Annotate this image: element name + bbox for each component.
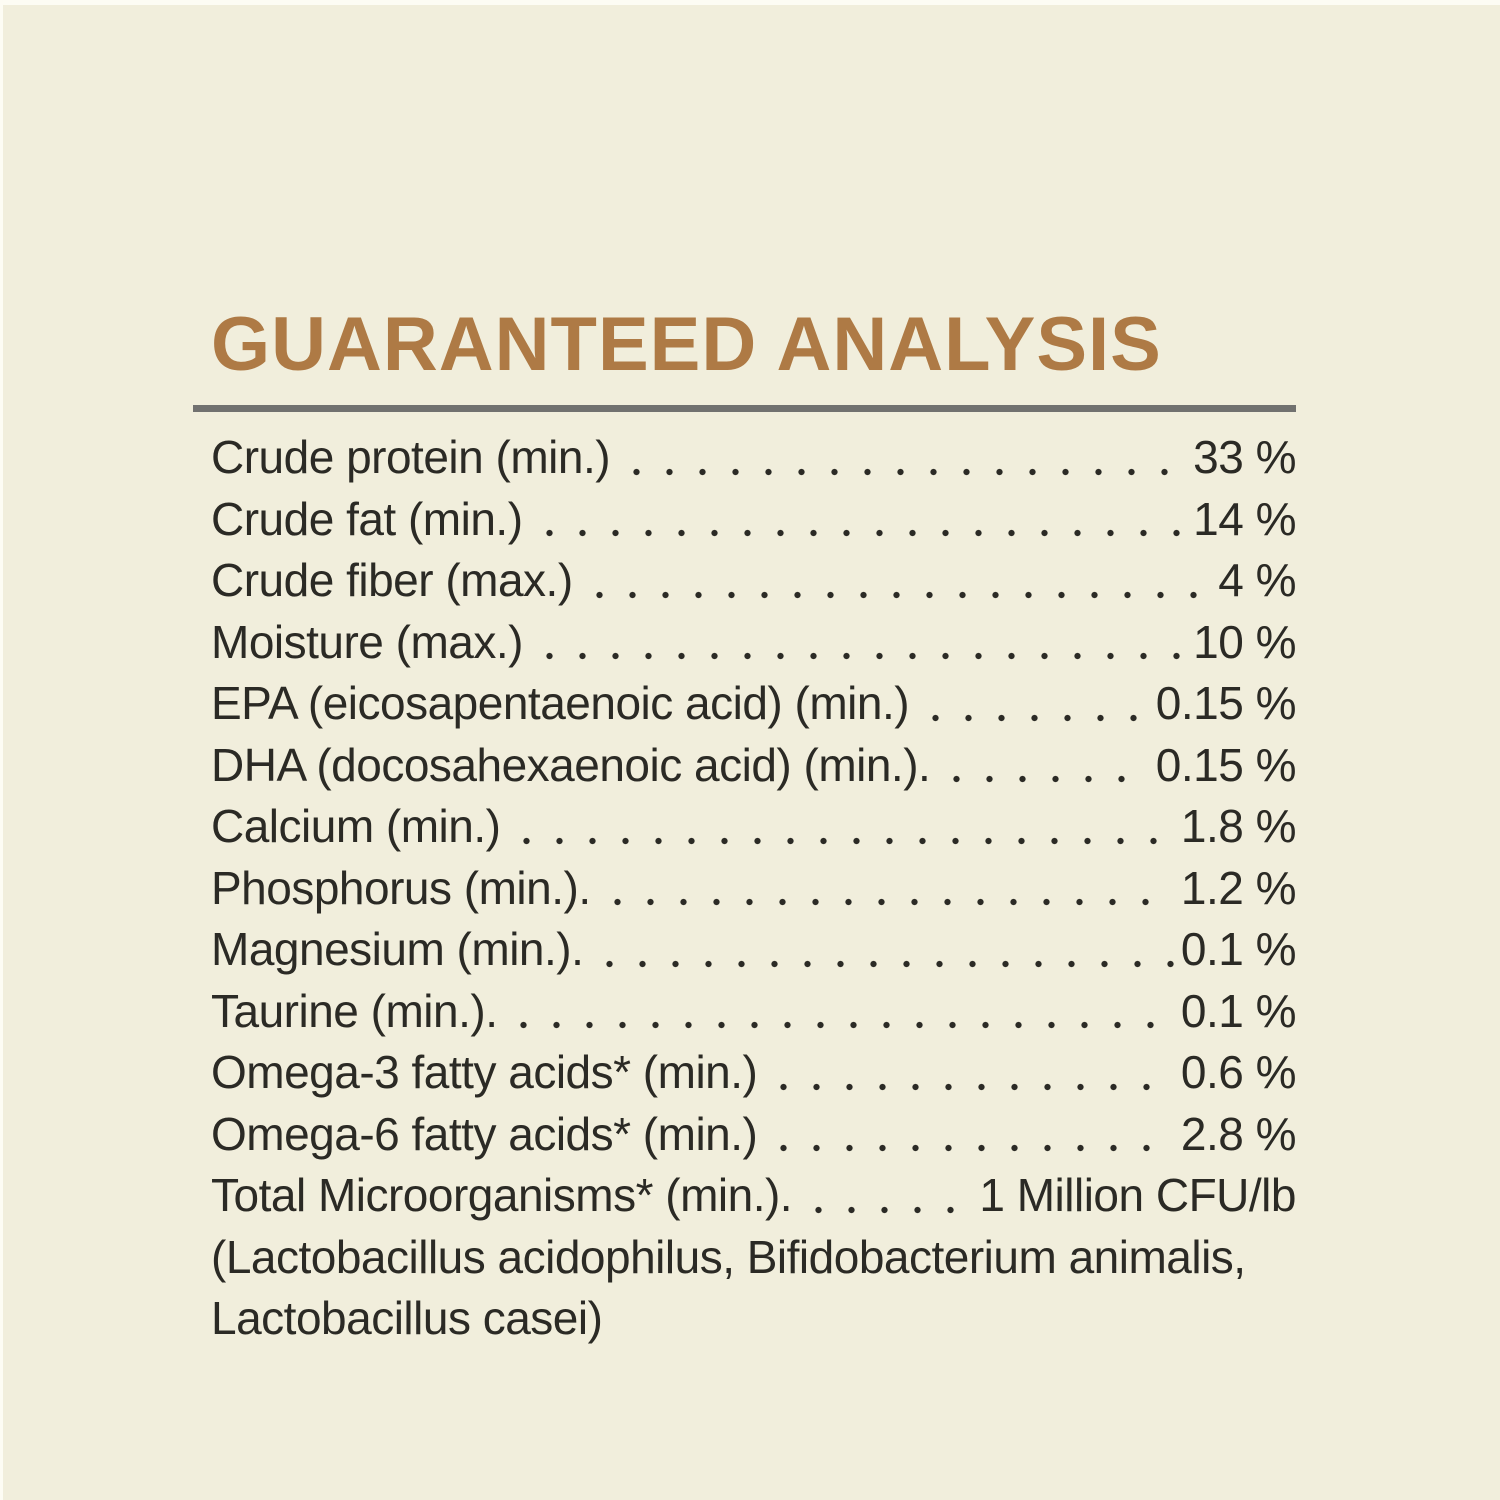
analysis-row-crude-protein bbox=[211, 427, 1296, 489]
row-value: 2.8 % bbox=[1180, 1107, 1296, 1160]
analysis-row-omega3 bbox=[211, 1042, 1296, 1104]
row-label: Taurine (min.). bbox=[211, 984, 498, 1037]
dot-leader bbox=[802, 1165, 973, 1227]
dot-leader bbox=[507, 981, 1174, 1043]
analysis-row-crude-fat bbox=[211, 489, 1296, 551]
row-label: Omega-3 fatty acids* (min.) bbox=[211, 1046, 758, 1098]
analysis-row-magnesium bbox=[211, 919, 1296, 981]
row-label: Crude fiber (max.) bbox=[211, 554, 573, 606]
analysis-table bbox=[211, 427, 1296, 1350]
microorganisms-note-line-2: Lactobacillus casei) bbox=[211, 1292, 603, 1344]
dot-leader bbox=[583, 550, 1213, 612]
row-label: Omega-6 fatty acids* (min.) bbox=[211, 1107, 758, 1160]
row-value: 4 % bbox=[1218, 554, 1296, 606]
analysis-row-omega6 bbox=[211, 1104, 1296, 1166]
microorganisms-note-line-1: (Lactobacillus acidophilus, Bifidobacterium animalis, bbox=[211, 1230, 1246, 1283]
row-label: Phosphorus (min.). bbox=[211, 861, 591, 914]
row-value: 1 Million CFU/lb bbox=[979, 1169, 1296, 1221]
analysis-row-moisture bbox=[211, 612, 1296, 674]
row-value: 1.2 % bbox=[1180, 861, 1296, 914]
row-value: 14 % bbox=[1193, 492, 1296, 545]
row-label: Crude fat (min.) bbox=[211, 492, 523, 545]
row-label: Crude protein (min.) bbox=[211, 431, 611, 483]
analysis-row-epa bbox=[211, 673, 1296, 735]
analysis-row-crude-fiber bbox=[211, 550, 1296, 612]
analysis-row-dha bbox=[211, 735, 1296, 797]
row-value: 0.15 % bbox=[1155, 677, 1296, 729]
dot-leader bbox=[919, 673, 1150, 735]
row-value: 0.6 % bbox=[1180, 1046, 1296, 1098]
guaranteed-analysis-section bbox=[211, 302, 1296, 1350]
section-title: GUARANTEED ANALYSIS bbox=[211, 302, 1162, 387]
row-value: 0.15 % bbox=[1155, 738, 1296, 791]
divider bbox=[193, 405, 1296, 412]
dot-leader bbox=[533, 489, 1188, 551]
row-value: 10 % bbox=[1193, 615, 1296, 668]
analysis-row-calcium bbox=[211, 796, 1296, 858]
analysis-row-phosphorus bbox=[211, 858, 1296, 920]
row-label: EPA (eicosapentaenoic acid) (min.) bbox=[211, 677, 910, 729]
dot-leader bbox=[620, 427, 1187, 489]
dot-leader bbox=[601, 858, 1175, 920]
analysis-row-taurine bbox=[211, 981, 1296, 1043]
row-value: 1.8 % bbox=[1180, 800, 1296, 852]
row-label: Moisture (max.) bbox=[211, 615, 523, 668]
dot-leader bbox=[767, 1104, 1175, 1166]
row-label: Calcium (min.) bbox=[211, 800, 501, 852]
row-value: 33 % bbox=[1193, 431, 1296, 483]
dot-leader bbox=[533, 612, 1187, 674]
row-value: 0.1 % bbox=[1180, 984, 1296, 1037]
dot-leader bbox=[593, 919, 1174, 981]
row-label: Magnesium (min.). bbox=[211, 923, 584, 975]
dot-leader bbox=[767, 1042, 1175, 1104]
row-label: DHA (docosahexaenoic acid) (min.). bbox=[211, 738, 931, 791]
dot-leader bbox=[940, 735, 1149, 797]
row-label: Total Microorganisms* (min.). bbox=[211, 1169, 793, 1221]
dot-leader bbox=[510, 796, 1174, 858]
analysis-row-total-microorganisms bbox=[211, 1165, 1296, 1227]
row-value: 0.1 % bbox=[1180, 923, 1296, 975]
